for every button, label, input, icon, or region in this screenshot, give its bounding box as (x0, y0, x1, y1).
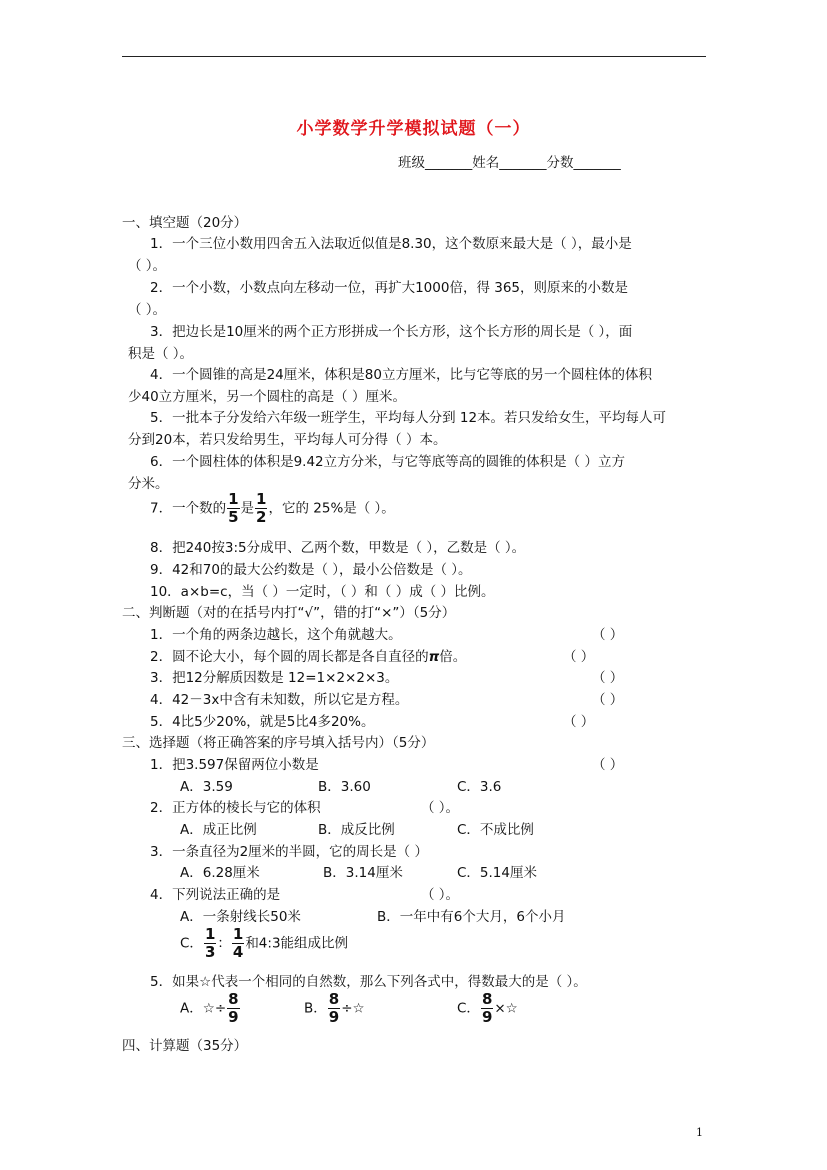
s2-q5-answer-paren[interactable]: （ ） (563, 714, 595, 730)
s3-q5: 5．如果☆代表一个相同的自然数，那么下列各式中，得数最大的是（ ）。 (150, 974, 587, 990)
s1-q8: 8．把240按3:5分成甲、乙两个数，甲数是（ ），乙数是（ ）。 (150, 540, 526, 556)
fraction-one-fourth: $\frac{1}{4}$ (232, 925, 244, 961)
s3-q5-option-c: C． $\frac{8}{9}$ ×☆ (457, 990, 518, 1026)
s3-q4-option-a: A．一条射线长50米 (180, 909, 301, 925)
s3-q1-option-a: A．3.59 (180, 779, 233, 795)
s3-q2-option-b: B．成反比例 (318, 822, 395, 838)
student-info-line: 班级_______姓名_______分数_______ (398, 155, 621, 171)
s3-q2-option-a: A．成正比例 (180, 822, 257, 838)
fraction-one-third: $\frac{1}{3}$ (204, 925, 216, 961)
s3-q5-option-b: B． $\frac{8}{9}$ ÷☆ (304, 990, 365, 1026)
s3-q2-answer-paren[interactable]: （ ）。 (421, 800, 460, 816)
s2-q4: 4．42－3x中含有未知数，所以它是方程。 (150, 692, 409, 708)
s3-q3-option-b: B．3.14厘米 (323, 865, 403, 881)
s2-q1: 1．一个角的两条边越长，这个角就越大。 (150, 627, 402, 643)
s2-q2: 2．圆不论大小，每个圆的周长都是各自直径的π倍。 (150, 649, 467, 665)
s2-q2-answer-paren[interactable]: （ ） (563, 649, 595, 665)
s3-q4-option-b: B．一年中有6个大月，6个小月 (377, 909, 566, 925)
s1-q3-line1: 3．把边长是10厘米的两个正方形拼成一个长方形，这个长方形的周长是（ ），面 (150, 324, 633, 340)
section1-heading: 一、填空题（20分） (122, 215, 248, 231)
s3-q2: 2．正方体的棱长与它的体积 (150, 800, 321, 816)
s3-q4-option-c: C． $\frac{1}{3}$ ： $\frac{1}{4}$ 和4:3能组成比例 (180, 925, 349, 961)
section4-heading: 四、计算题（35分） (122, 1038, 248, 1054)
s2-q3: 3．把12分解质因数是 12=1×2×2×3。 (150, 670, 399, 686)
s1-q5-line2: 分到20本，若只发给男生，平均每人可分得（ ）本。 (128, 432, 447, 448)
section2-heading: 二、判断题（对的在括号内打“√”，错的打“×”）（5分） (122, 605, 456, 621)
s1-q7-pre: 7．一个数的 (150, 500, 227, 517)
s1-q4-line1: 4．一个圆锥的高是24厘米，体积是80立方厘米，比与它等底的另一个圆柱体的体积 (150, 367, 652, 383)
fraction-eight-ninths: $\frac{8}{9}$ (481, 990, 493, 1026)
s2-q4-answer-paren[interactable]: （ ） (592, 692, 624, 708)
s3-q3: 3．一条直径为2厘米的半圆，它的周长是（ ） (150, 844, 428, 860)
s2-q5: 5．4比5少20%，就是5比4多20%。 (150, 714, 375, 730)
s1-q1-line2: （ ）。 (128, 258, 167, 274)
page-number: 1 (696, 1126, 703, 1139)
s1-q3-line2: 积是（ ）。 (128, 346, 194, 362)
fraction-one-fifth: $\frac{1}{5}$ (228, 490, 239, 526)
fraction-one-half: $\frac{1}{2}$ (256, 490, 267, 526)
section3-heading: 三、选择题（将正确答案的序号填入括号内）（5分） (122, 735, 435, 751)
s3-q4: 4．下列说法正确的是 (150, 887, 281, 903)
s3-q4-answer-paren[interactable]: （ ）。 (421, 887, 460, 903)
s3-q2-option-c: C．不成比例 (457, 822, 534, 838)
s3-q1-option-b: B．3.60 (318, 779, 371, 795)
s1-q6-line1: 6．一个圆柱体的体积是9.42立方分米，与它等底等高的圆锥的体积是（ ）立方 (150, 454, 625, 470)
s1-q7-post: ，它的 25%是（ ）。 (268, 500, 395, 517)
s3-q3-option-c: C．5.14厘米 (457, 865, 537, 881)
header-rule (122, 56, 706, 57)
s1-q2-line2: （ ）。 (128, 302, 167, 318)
s3-q3-option-a: A．6.28厘米 (180, 865, 260, 881)
fraction-eight-ninths: $\frac{8}{9}$ (328, 990, 340, 1026)
s3-q1-answer-paren[interactable]: （ ） (592, 757, 624, 773)
s2-q1-answer-paren[interactable]: （ ） (592, 627, 624, 643)
s3-q1-option-c: C．3.6 (457, 779, 502, 795)
fraction-eight-ninths: $\frac{8}{9}$ (228, 990, 239, 1026)
s2-q3-answer-paren[interactable]: （ ） (592, 670, 624, 686)
s1-q1-line1: 1．一个三位小数用四舍五入法取近似值是8.30，这个数原来最大是（ ），最小是 (150, 236, 632, 252)
s1-q5-line1: 5．一批本子分发给六年级一班学生，平均每人分到 12本。若只发给女生，平均每人可 (150, 410, 667, 426)
pi-symbol: π (428, 649, 440, 665)
s1-q7: 7．一个数的 $\frac{1}{5}$ 是 $\frac{1}{2}$ ，它的 25%是（ ）。 (150, 490, 395, 526)
s1-q9: 9．42和70的最大公约数是（ ），最小公倍数是（ ）。 (150, 562, 472, 578)
s1-q6-line2: 分米。 (128, 476, 169, 492)
s1-q4-line2: 少40立方厘米，另一个圆柱的高是（ ）厘米。 (128, 389, 406, 405)
s3-q5-option-a: A．☆÷ $\frac{8}{9}$ (180, 990, 239, 1026)
s1-q10: 10．a×b=c，当（ ）一定时，（ ）和（ ）成（ ）比例。 (150, 584, 495, 600)
page-title: 小学数学升学模拟试题（一） (296, 119, 531, 139)
s3-q1: 1．把3.597保留两位小数是 (150, 757, 319, 773)
s1-q2-line1: 2．一个小数，小数点向左移动一位，再扩大1000倍，得 365，则原来的小数是 (150, 280, 629, 296)
